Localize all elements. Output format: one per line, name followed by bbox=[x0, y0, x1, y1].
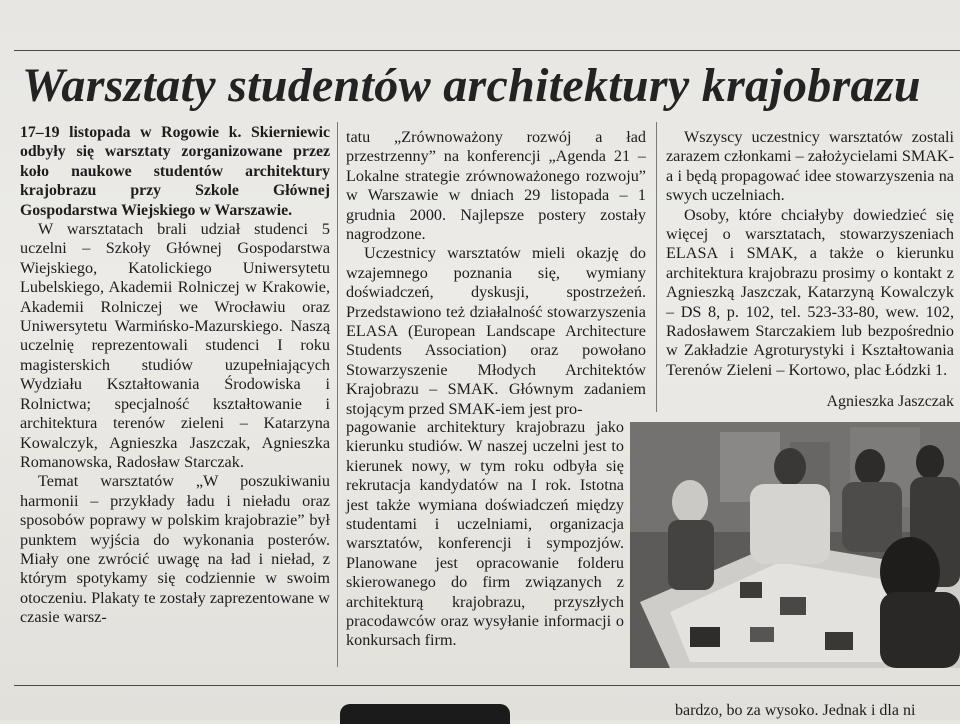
article-headline: Warsztaty studentów architektury krajobrazu bbox=[22, 59, 921, 112]
next-article-heading-fragment bbox=[340, 704, 510, 724]
col1-paragraph-1: W warsztatach brali udział studenci 5 uczelni – Szkoły Głównej Gospodarstwa Wiejskiego, Katolickiego Uniwersytetu Lubelskiego, Akademii Rolniczej w Krakowie, Akademii Rolniczej we Wrocławiu oraz Uniwersytetu Warmińsko-Mazurskiego. Naszą uczelnię reprezentowali studenci I roku magisterskich studiów uzupełniających Wydziału Kształtowania Środowiska i Rolnictwa; specjalność kształtowanie i architektura terenów zieleni – Katarzyna Kowalczyk, Agnieszka Jaszczak, Agnieszka Romanowska, Radosław Starczak. bbox=[20, 220, 330, 471]
col3-paragraph-1: Wszyscy uczestnicy warsztatów zostali zarazem członkami – założycielami SMAK-a i będą propagować idee stowarzyszenia na swych uczelniach. bbox=[666, 128, 954, 205]
column-divider-2 bbox=[656, 122, 657, 412]
column-1 bbox=[20, 123, 330, 628]
article-author: Agnieszka Jaszczak bbox=[826, 393, 954, 410]
top-rule bbox=[14, 50, 960, 51]
bottom-rule bbox=[14, 685, 960, 686]
col2-paragraph-2: Uczestnicy warsztatów mieli okazję do wzajemnego poznania się, wymiany doświadczeń, dyskusji, spostrzeżeń. Przedstawiono też działalność stowarzyszenia ELASA (European Landscape Architecture Students Association) oraz powołano Stowarzyszenie Młodych Architektów Krajobrazu – SMAK. Głównym zadaniem stojącym przed SMAK-iem jest pro- bbox=[346, 244, 646, 418]
workshop-photo bbox=[630, 422, 960, 668]
column-3 bbox=[666, 128, 954, 380]
workshop-photo-illustration bbox=[630, 422, 960, 668]
col2b-paragraph-1: pagowanie architektury krajobrazu jako kierunku studiów. W naszej uczelni jest to kierunek nowy, w tym roku odbyła się rekrutacja kandydatów na I rok. Istotna jest także wymiana doświadczeń między studentami i uczelniami, organizacja warsztatów, konferencji i sympozjów. Planowane jest opracowanie folderu skierowanego do firm związanych z architekturą krajobrazu, przyszłych pracodawców oraz wysyłanie informacji o konkursach firm. bbox=[346, 418, 624, 650]
column-2 bbox=[346, 128, 646, 419]
col1-paragraph-2: Temat warsztatów „W poszukiwaniu harmonii – przykłady ładu i nieładu oraz sposobów poprawy w polskim krajobrazie” był punktem wyjścia do wykonania posterów. Miały one zwrócić uwagę na ład i nieład, z którym spotykamy się codziennie w swoim otoczeniu. Plakaty te zostały zaprezentowane w czasie warsz- bbox=[20, 472, 330, 627]
col2-paragraph-1: tatu „Zrównoważony rozwój a ład przestrzenny” na konferencji „Agenda 21 – Lokalne strategie zrównoważonego rozwoju” w Warszawie w dniach 29 listopada – 1 grudnia 2000. Najlepsze postery zostały nagrodzone. bbox=[346, 128, 646, 244]
column-divider-1 bbox=[337, 122, 338, 667]
column-2-lower bbox=[346, 418, 624, 651]
article-lead: 17–19 listopada w Rogowie k. Skierniewic odbyły się warsztaty zorganizowane przez koło naukowe studentów architektury krajobrazu przy Szkole Głównej Gospodarstwa Wiejskiego w Warszawie. bbox=[20, 124, 330, 219]
next-article-text-fragment: bardzo, bo za wysoko. Jednak i dla ni bbox=[675, 702, 916, 719]
col3-paragraph-2: Osoby, które chciałyby dowiedzieć się więcej o warsztatach, stowarzyszeniach ELASA i SMAK, a także o kierunku architektura krajobrazu prosimy o kontakt z Agnieszką Jaszczak, Katarzyną Kowalczyk – DS 8, p. 102, tel. 523-33-80, wew. 102, Radosławem Starczakiem lub bezpośrednio w Zakładzie Agroturystyki i Kształtowania Terenów Zieleni – Kortowo, plac Łódzki 1. bbox=[666, 205, 954, 379]
